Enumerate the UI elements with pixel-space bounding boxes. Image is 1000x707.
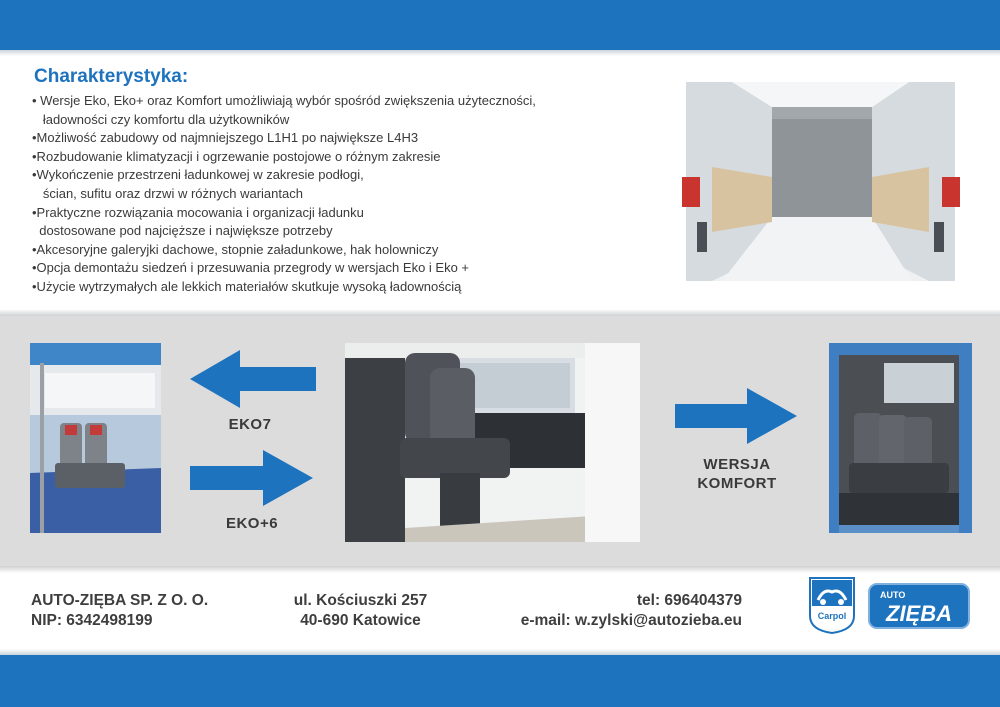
band-bottom-shadow [0,566,1000,573]
arrow-right-icon [675,388,797,444]
auto-zieba-logo [868,583,970,629]
feature-line: ładowności czy komfortu dla użytkowników [32,111,290,127]
komfort-interior-photo [829,343,972,533]
komfort-label-line: WERSJA [703,456,771,473]
contact [470,591,742,631]
arrow-right-icon [190,450,313,506]
arrow-left-icon [190,350,316,408]
page-title: Charakterystyka: [34,66,189,87]
feature-line: • Wersje Eko, Eko+ oraz Komfort umożliwiają wybór spośród zwiększenia użyteczności, [32,93,536,108]
zieba-text: ZIĘBA [886,601,952,626]
komfort-label-line: KOMFORT [697,475,777,492]
eko6-label: EKO+6 [225,515,279,532]
company-nip: NIP: 6342498199 [31,612,153,629]
komfort-label [682,455,792,493]
eko6-seats-photo [345,343,640,542]
address-street: ul. Kościuszki 257 [293,592,428,609]
feature-line: •Rozbudowanie klimatyzacji i ogrzewanie postojowe o różnym zakresie [32,148,441,164]
carpol-logo [808,576,856,634]
address [288,591,433,631]
company-info [31,591,208,631]
eko7-interior-photo [30,343,161,533]
eko7-label: EKO7 [228,416,272,433]
bottom-blue-bar [0,655,1000,707]
feature-line: •Praktyczne rozwiązania mocowania i organizacji ładunku [32,204,364,220]
email[interactable]: e-mail: w.zylski@autozieba.eu [520,612,742,629]
top-bar-shadow [0,50,1000,56]
auto-text: AUTO [880,590,906,600]
feature-line: •Możliwość zabudowy od najmniejszego L1H1 po największe L4H3 [32,130,419,146]
top-blue-bar [0,0,1000,50]
company-name: AUTO-ZIĘBA SP. Z O. O. [31,592,209,609]
address-city: 40-690 Katowice [300,612,421,629]
features-list [32,92,642,297]
band-top-shadow [0,309,1000,316]
feature-line: ścian, sufitu oraz drzwi w różnych wariantach [32,185,303,201]
cargo-space-photo [672,82,969,281]
feature-line: •Użycie wytrzymałych ale lekkich materiałów skutkuje wysoką ładownością [32,278,462,294]
phone[interactable]: tel: 696404379 [636,592,742,609]
carpol-text: Carpol [817,611,847,621]
feature-line: •Wykończenie przestrzeni ładunkowej w zakresie podłogi, [32,167,364,183]
feature-line: dostosowane pod najcięższe i największe potrzeby [32,223,333,239]
feature-line: •Akcesoryjne galeryjki dachowe, stopnie załadunkowe, hak holowniczy [32,241,439,257]
feature-line: •Opcja demontażu siedzeń i przesuwania przegrody w wersjach Eko i Eko + [32,260,470,276]
